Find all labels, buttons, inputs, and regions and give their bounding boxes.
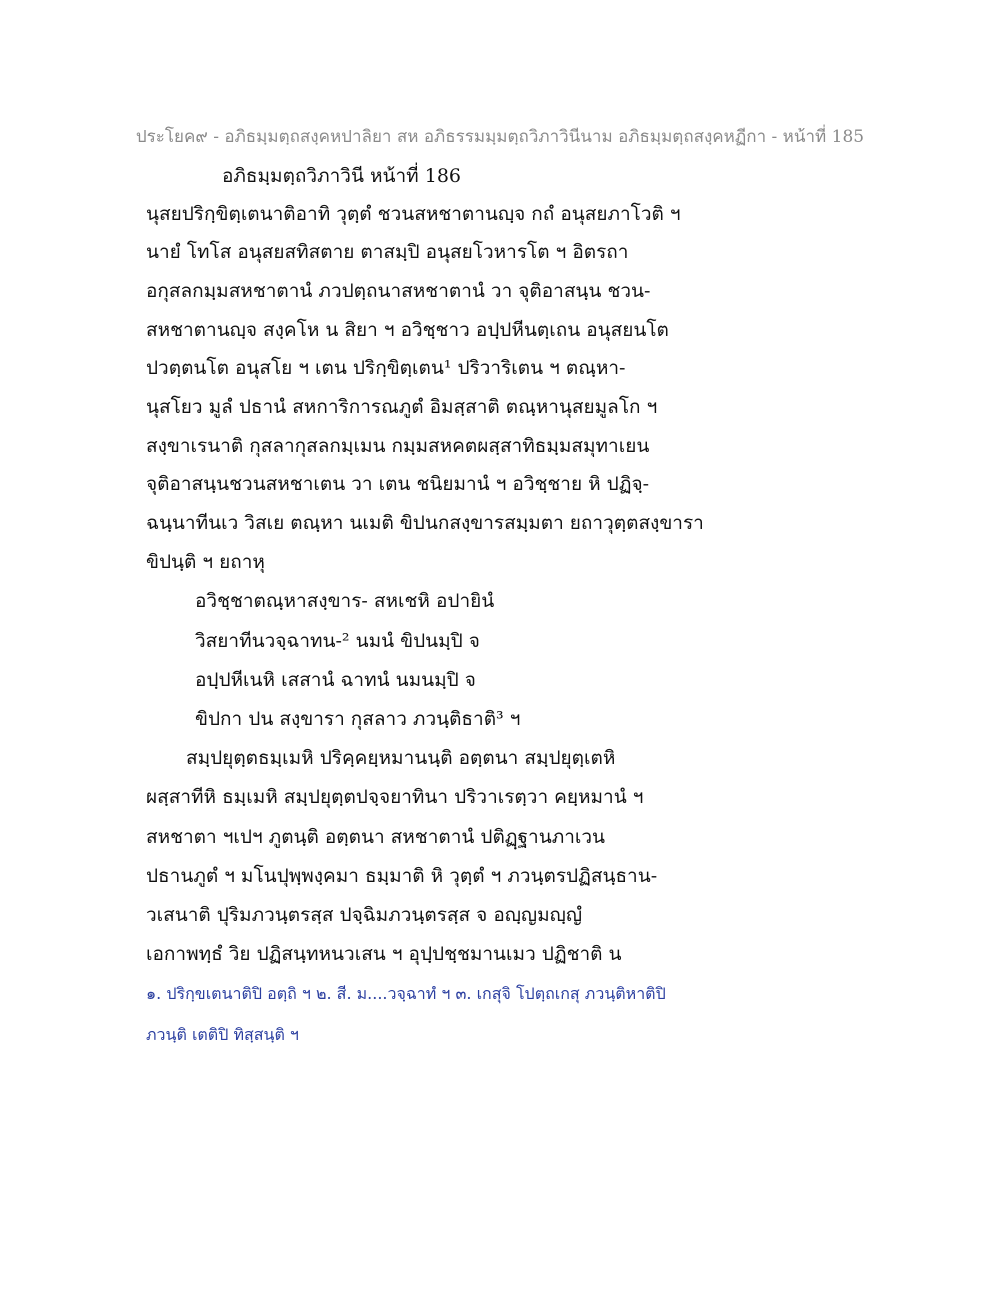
footnote-line: ๑. ปริกฺขเตนาติปิ อตฺถิ ฯ ๒. สี. ม....วจฺฉาทํ ฯ ๓. เกสุจิ โปตฺถเกสุ ภวนฺติหาติปิ <box>146 984 666 1003</box>
text-line: นุสโยว มูลํ ปธานํ สหการิการณภูตํ อิมสฺสาติ ตณฺหานุสยมูลโก ฯ <box>146 396 658 418</box>
verse-line: อปฺปหีเนหิ เสสานํ ฉาทนํ นมนมฺปิ จ <box>195 669 476 691</box>
text-line: ผสฺสาทีหิ ธมฺเมหิ สมฺปยุตฺตปจฺจยาทินา ปริวาเรตฺวา คยฺหมานํ ฯ <box>146 786 644 808</box>
text-line: วเสนาติ ปุริมภวนฺตรสฺส ปจฺฉิมภวนฺตรสฺส จ อญฺญมญฺญํ <box>146 904 583 926</box>
text-line: อกุสลกมฺมสหชาตานํ ภวปตฺถนาสหชาตานํ วา จุติอาสนฺน ชวน- <box>146 280 651 302</box>
text-line: ปวตฺตนโต อนุสโย ฯ เตน ปริกฺขิตฺเตน¹ ปริวาริเตน ฯ ตณฺหา- <box>146 357 626 379</box>
footnote-line: ภวนฺติ เตติปิ ทิสฺสนฺติ ฯ <box>146 1025 299 1044</box>
verse-line: ขิปกา ปน สงฺขารา กุสลาว ภวนฺติธาติ³ ฯ <box>195 708 521 730</box>
page-title: อภิธมฺมตฺถวิภาวินี หน้าที่ 186 <box>222 165 461 187</box>
text-line: นายํ โทโส อนุสยสทิสตาย ตาสมฺปิ อนุสยโวหารโต ฯ อิตรถา <box>146 241 629 263</box>
text-line: ขิปนฺติ ฯ ยถาหุ <box>146 551 265 573</box>
text-line: นุสยปริกฺขิตฺเตนาติอาทิ วุตฺตํ ชวนสหชาตานญฺจ กถํ อนุสยภาโวติ ฯ <box>146 203 681 225</box>
text-line: เอกาพทฺธํ วิย ปฏิสนฺทหนวเสน ฯ อุปฺปชฺชมานเมว ปฏิชาติ น <box>146 943 622 965</box>
text-line: สงฺขาเรนาติ กุสลากุสลกมฺเมน กมฺมสหคตผสฺสาทิธมฺมสมุทาเยน <box>146 435 650 457</box>
text-line: สหชาตา ฯเปฯ ภูตนฺติ อตฺตนา สหชาตานํ ปติฏฺฐานภาเวน <box>146 826 606 848</box>
text-line: ปธานภูตํ ฯ มโนปุพฺพงฺคมา ธมฺมาติ หิ วุตฺตํ ฯ ภวนฺตรปฏิสนฺธาน- <box>146 865 658 887</box>
verse-line: อวิชฺชาตณฺหาสงฺขาร- สหเชหิ อปายินํ <box>195 590 495 612</box>
text-line: สมฺปยุตฺตธมฺเมหิ ปริคฺคยฺหมานนฺติ อตฺตนา สมฺปยุตฺเตหิ <box>186 747 616 769</box>
text-line: ฉนฺนาทีนเว วิสเย ตณฺหา นเมติ ขิปนกสงฺขารสมฺมตา ยถาวุตฺตสงฺขารา <box>146 512 704 534</box>
text-line: จุติอาสนฺนชวนสหชาเตน วา เตน ชนิยมานํ ฯ อวิชฺชาย หิ ปฏิจฺ- <box>146 473 650 495</box>
text-line: สหชาตานญฺจ สงฺคโห น สิยา ฯ อวิชฺชาว อปฺปหีนตฺเถน อนุสยนโต <box>146 319 669 341</box>
page-header: ประโยค๙ - อภิธมฺมตฺถสงฺคหปาลิยา สห อภิธรรมมฺมตฺถวิภาวินีนาม อภิธมฺมตฺถสงฺคหฏีกา - หน้าที่ 185 <box>135 127 865 147</box>
verse-line: วิสยาทีนวจฺฉาทน-² นมนํ ขิปนมฺปิ จ <box>195 630 480 652</box>
